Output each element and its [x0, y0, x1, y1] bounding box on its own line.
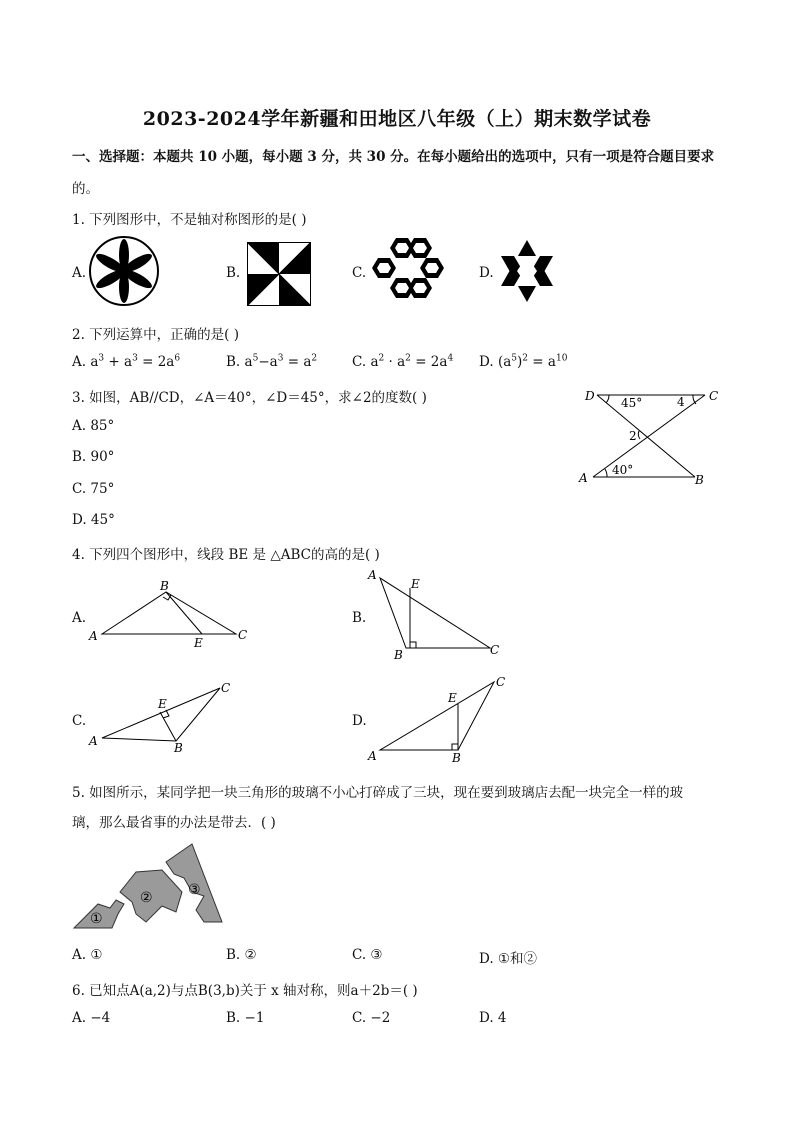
q5-stem-line1: 5. 如图所示，某同学把一块三角形的玻璃不小心打碎成了三块，现在要到玻璃店去配一块完全一样的玻 [72, 785, 684, 801]
q2-stem: 2. 下列运算中，正确的是( ) [72, 327, 239, 343]
q4-figure-d [366, 672, 516, 762]
q4-option-c[interactable]: C. [72, 713, 87, 729]
q5-option-a[interactable]: A. ① [72, 947, 103, 963]
q3-figure-parallel-lines [575, 385, 725, 487]
q4b-label-b: B [394, 648, 403, 662]
q4c-label-c: C [221, 681, 231, 695]
q2-option-b[interactable]: B. $a^5-a^3 = a^2$ [226, 353, 318, 370]
q1-figure-c-hexagons [368, 236, 448, 306]
q5-piece-1: ① [90, 911, 103, 927]
q4a-label-a: A [89, 629, 98, 643]
q4a-label-b: B [160, 579, 169, 593]
q3-option-a[interactable]: A. 85° [72, 418, 115, 434]
q2-option-b-label: B. [226, 354, 245, 370]
q4-option-a[interactable]: A. [72, 610, 87, 626]
section-instruction-line1: 一、选择题：本题共 10 小题，每小题 3 分，共 30 分。在每小题给出的选项中，只有一项是符合题目要求 [72, 149, 715, 165]
q3-label-c: C [709, 389, 719, 403]
q3-option-b[interactable]: B. 90° [72, 449, 115, 465]
q2-option-c[interactable]: C. $a^2 \cdot a^2 = 2a^4$ [352, 353, 454, 370]
q1-option-d[interactable]: D. [479, 265, 494, 281]
q5-piece-3: ③ [188, 882, 201, 898]
page-title: 2023-2024学年新疆和田地区八年级（上）期末数学试卷 [142, 108, 652, 130]
q6-option-c[interactable]: C. −2 [352, 1010, 391, 1026]
q2-option-d-label: D. [479, 354, 498, 370]
q2-option-d[interactable]: D. $(a^5)^2 = a^{10}$ [479, 353, 568, 370]
q4a-label-c: C [238, 628, 248, 642]
q4b-label-c: C [490, 643, 500, 657]
q5-option-d[interactable]: D. ①和② [479, 951, 538, 967]
q4-figure-c [86, 680, 246, 756]
q6-option-d[interactable]: D. 4 [479, 1010, 507, 1026]
q5-stem-line2: 璃，那么最省事的办法是带去．( ) [72, 815, 276, 831]
q3-option-d[interactable]: D. 45° [72, 512, 115, 528]
q4b-label-a: A [368, 568, 377, 582]
q1-option-a[interactable]: A. [72, 265, 87, 281]
q5-option-b[interactable]: B. ② [226, 947, 257, 963]
q3-angle-4: 4 [677, 395, 685, 409]
q3-label-d: D [585, 389, 595, 403]
q4-option-b[interactable]: B. [352, 610, 367, 626]
q4d-label-b: B [452, 751, 461, 762]
q2-option-a-label: A. [72, 354, 91, 370]
q3-option-c[interactable]: C. 75° [72, 481, 115, 497]
q4d-label-a: A [368, 749, 377, 762]
q4a-label-e: E [194, 636, 203, 650]
q4b-label-e: E [411, 577, 420, 591]
q3-label-a: A [579, 471, 588, 485]
q4-option-d[interactable]: D. [352, 713, 367, 729]
q1-figure-d-star [497, 238, 557, 304]
q4-stem: 4. 下列四个图形中，线段 BE 是 △ABC的高的是( ) [72, 547, 380, 563]
q1-figure-b-pinwheel [247, 242, 311, 306]
q1-option-b[interactable]: B. [226, 265, 241, 281]
q1-option-c[interactable]: C. [352, 265, 367, 281]
q4-figure-a [86, 578, 256, 650]
q4d-label-c: C [496, 675, 506, 689]
q4c-label-e: E [158, 697, 167, 711]
q4d-label-e: E [448, 691, 457, 705]
section-instruction-line2: 的。 [72, 181, 99, 197]
q3-angle-45: 45° [621, 396, 643, 410]
q6-option-a[interactable]: A. −4 [72, 1010, 111, 1026]
q5-option-c[interactable]: C. ③ [352, 947, 383, 963]
q4c-label-a: A [89, 734, 98, 748]
q3-angle-40: 40° [612, 463, 634, 477]
q3-label-b: B [695, 473, 704, 487]
q6-stem: 6. 已知点A(a,2)与点B(3,b)关于 x 轴对称，则a＋2b＝( ) [72, 983, 418, 999]
q3-angle-2: 2 [629, 429, 637, 443]
q1-stem: 1. 下列图形中，不是轴对称图形的是( ) [72, 212, 307, 228]
q3-stem: 3. 如图，AB//CD，∠A＝40°，∠D＝45°，求∠2的度数( ) [72, 390, 427, 406]
q4c-label-b: B [174, 741, 183, 755]
q4-figure-b [366, 566, 516, 662]
q1-figure-a-flower [88, 235, 160, 307]
q2-option-a[interactable]: A. $a^3 + a^3 = 2a^6$ [72, 353, 181, 370]
q2-option-c-label: C. [352, 354, 371, 370]
q5-figure-glass-pieces [72, 842, 232, 932]
q6-option-b[interactable]: B. −1 [226, 1010, 265, 1026]
q5-piece-2: ② [140, 890, 153, 906]
